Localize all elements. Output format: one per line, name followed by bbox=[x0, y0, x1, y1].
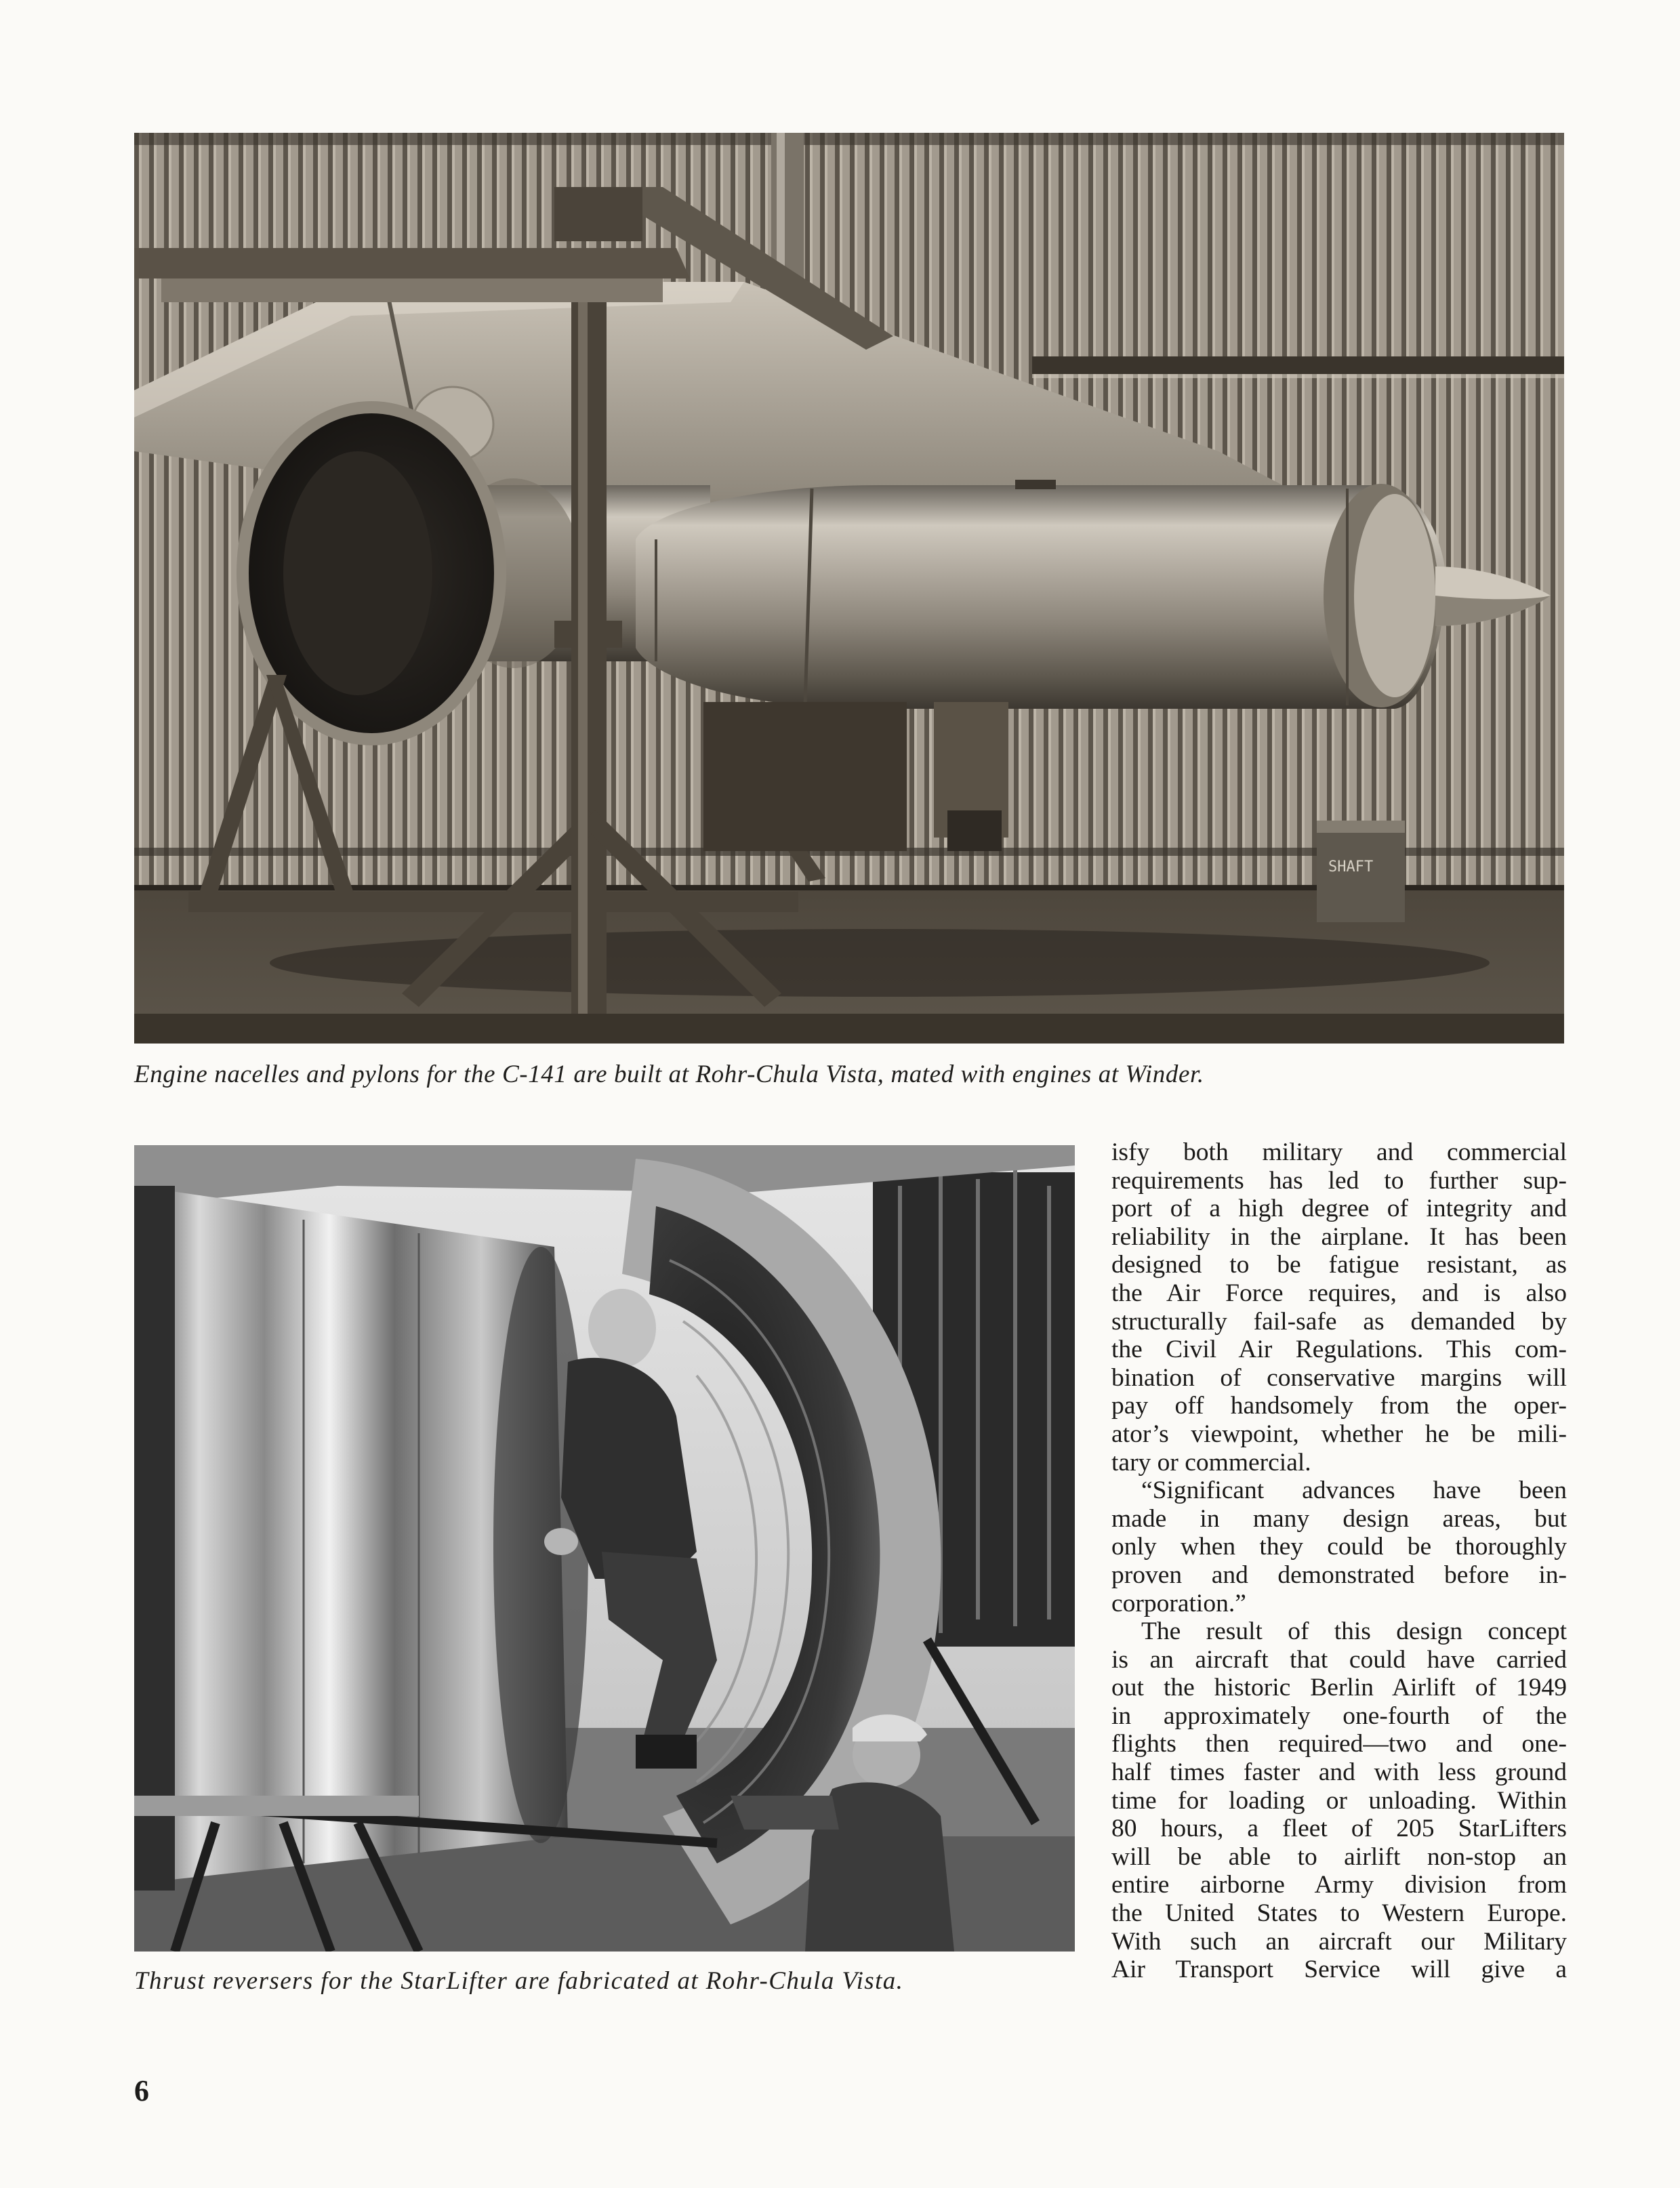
shaft-stencil: SHAFT bbox=[1328, 859, 1374, 875]
body-text-line: is an aircraft that could have carried bbox=[1111, 1645, 1567, 1674]
body-text-column bbox=[1111, 1138, 1567, 1984]
body-text-line: port of a high degree of integrity and bbox=[1111, 1195, 1567, 1223]
photo-2-caption: Thrust reversers for the StarLifter are fabricated at Rohr-Chula Vista. bbox=[134, 1967, 904, 1995]
body-text-line: proven and demonstrated before in- bbox=[1111, 1561, 1567, 1589]
body-text-line: designed to be fatigue resistant, as bbox=[1111, 1251, 1567, 1279]
body-text-line: “Significant advances have been bbox=[1141, 1477, 1567, 1505]
body-text-line: With such an aircraft our Military bbox=[1111, 1927, 1567, 1956]
body-text-line: will be able to airlift non-stop an bbox=[1111, 1842, 1567, 1871]
body-text-line: corporation.” bbox=[1111, 1589, 1246, 1617]
body-text-line: ator’s viewpoint, whether he be mili- bbox=[1111, 1420, 1567, 1448]
body-text-line: the Air Force requires, and is also bbox=[1111, 1279, 1567, 1307]
body-text-line: The result of this design concept bbox=[1141, 1617, 1567, 1646]
body-text-line: structurally fail-safe as demanded by bbox=[1111, 1307, 1567, 1336]
body-text-line: reliability in the airplane. It has been bbox=[1111, 1222, 1567, 1251]
body-text-line: in approximately one-fourth of the bbox=[1111, 1701, 1567, 1730]
body-text-line: pay off handsomely from the oper- bbox=[1111, 1392, 1567, 1420]
body-text-line: only when they could be thoroughly bbox=[1111, 1533, 1567, 1561]
body-text-line: the Civil Air Regulations. This com- bbox=[1111, 1336, 1567, 1364]
photo-1-caption: Engine nacelles and pylons for the C-141 are built at Rohr-Chula Vista, mated with engines at Winder. bbox=[134, 1060, 1204, 1088]
body-text-line: time for loading or unloading. Within bbox=[1111, 1786, 1567, 1815]
body-text-line: made in many design areas, but bbox=[1111, 1504, 1567, 1533]
thrust-reverser-photo bbox=[134, 1145, 1075, 1952]
page-number: 6 bbox=[134, 2074, 149, 2107]
body-text-line: tary or commercial. bbox=[1111, 1448, 1311, 1477]
body-text-line: flights then required—two and one- bbox=[1111, 1730, 1567, 1758]
body-text-line: out the historic Berlin Airlift of 1949 bbox=[1111, 1674, 1567, 1702]
body-text-line: isfy both military and commercial bbox=[1111, 1138, 1567, 1166]
body-text-line: half times faster and with less ground bbox=[1111, 1758, 1567, 1787]
body-text-line: entire airborne Army division from bbox=[1111, 1871, 1567, 1899]
body-text-line: Air Transport Service will give a bbox=[1111, 1956, 1567, 1984]
body-text-line: the United States to Western Europe. bbox=[1111, 1899, 1567, 1928]
body-text-line: requirements has led to further sup- bbox=[1111, 1166, 1567, 1195]
body-text-line: 80 hours, a fleet of 205 StarLifters bbox=[1111, 1815, 1567, 1843]
body-text-line: bination of conservative margins will bbox=[1111, 1363, 1567, 1392]
engine-nacelle-photo bbox=[134, 133, 1564, 1044]
